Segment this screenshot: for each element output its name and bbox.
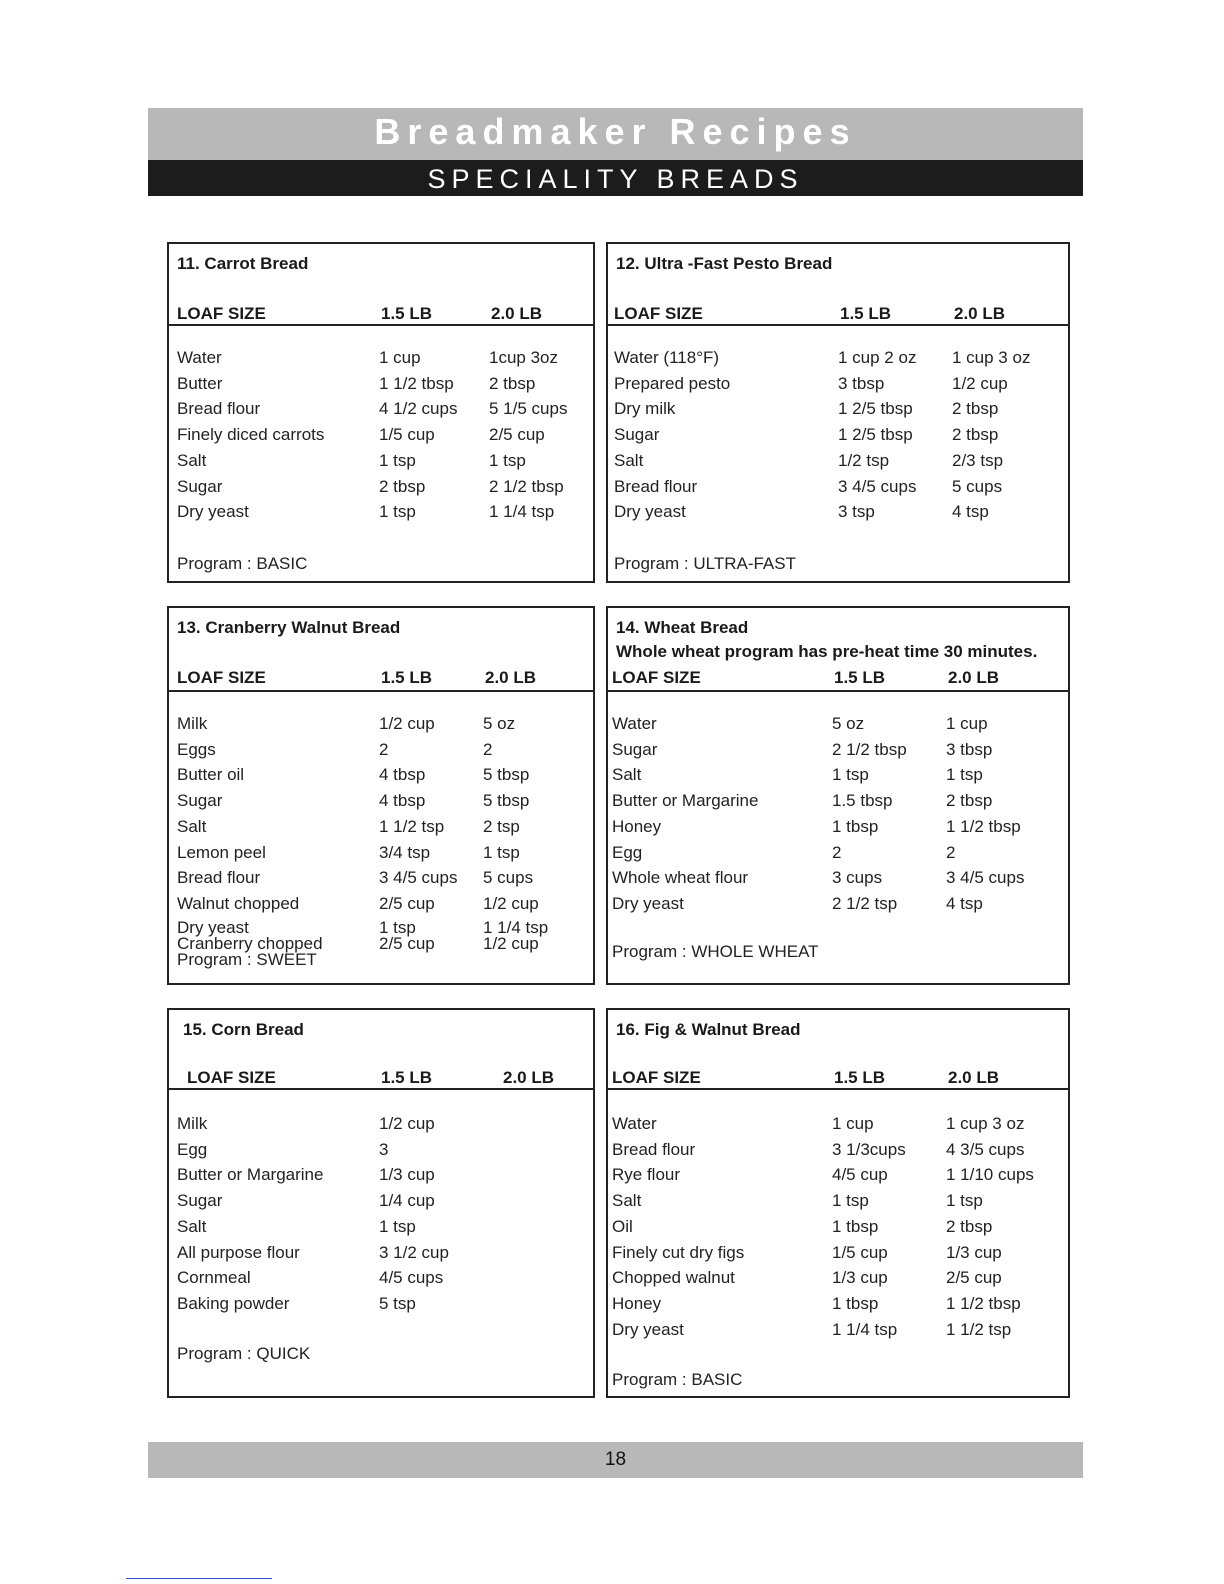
ingredient-name: Lemon peel xyxy=(177,842,266,862)
ingredient-name: Bread flour xyxy=(614,476,698,496)
ingredient-row xyxy=(608,244,1068,581)
amount-2-0lb: 4 tsp xyxy=(952,502,989,522)
column-header-2-0lb: 2.0 LB xyxy=(485,668,537,687)
ingredient-name: Sugar xyxy=(177,476,223,496)
program-setting: Program : SWEET xyxy=(177,949,317,969)
ingredient-name: Milk xyxy=(177,714,208,733)
amount-1-5lb: 4/5 cup xyxy=(832,1165,888,1185)
recipe-card xyxy=(167,1008,595,1398)
recipe-title: 11. Carrot Bread xyxy=(177,254,309,273)
amount-1-5lb: 1/3 cup xyxy=(832,1268,888,1288)
column-header-1-5lb: 1.5 LB xyxy=(381,1068,433,1087)
amount-1-5lb: 1 tbsp xyxy=(832,1216,879,1236)
ingredient-name: Chopped walnut xyxy=(612,1268,735,1288)
ingredient-name: Rye flour xyxy=(612,1165,681,1185)
column-header-1-5lb: 1.5 LB xyxy=(834,668,886,687)
ingredient-name: Salt xyxy=(612,1191,642,1211)
amount-1-5lb: 4 tbsp xyxy=(379,765,426,785)
column-header-1-5lb: 1.5 LB xyxy=(840,304,892,323)
ingredient-name: Eggs xyxy=(177,739,216,759)
ingredient-row xyxy=(169,244,593,581)
ingredient-name: Butter or Margarine xyxy=(177,1165,324,1185)
amount-2-0lb: 2 tbsp xyxy=(946,791,993,811)
amount-1-5lb: 3 xyxy=(379,1139,389,1159)
amount-1-5lb: 5 oz xyxy=(832,714,865,733)
ingredient-row xyxy=(169,608,593,983)
amount-1-5lb: 1 1/2 tbsp xyxy=(379,373,454,393)
ingredient-name: Whole wheat flour xyxy=(612,868,749,888)
ingredient-name: Egg xyxy=(612,842,643,862)
ingredient-name: Water xyxy=(612,714,657,733)
amount-1-5lb: 1 cup 2 oz xyxy=(838,348,917,367)
amount-1-5lb: 2 xyxy=(832,842,842,862)
amount-1-5lb: 1 1/2 tsp xyxy=(379,816,445,836)
ingredient-name: Salt xyxy=(612,765,642,785)
amount-1-5lb: 2 tbsp xyxy=(379,476,426,496)
ingredient-row xyxy=(608,608,1068,983)
amount-1-5lb: 1 cup xyxy=(379,348,421,367)
recipe-title: 16. Fig & Walnut Bread xyxy=(616,1020,801,1039)
ingredient-name: Sugar xyxy=(612,739,658,759)
amount-1-5lb: 2 1/2 tbsp xyxy=(832,739,907,759)
amount-1-5lb: 1 tsp xyxy=(379,917,416,937)
ingredient-name: Sugar xyxy=(177,1191,223,1211)
amount-2-0lb: 1/2 cup xyxy=(483,933,539,953)
ingredient-name: Dry yeast xyxy=(614,502,686,522)
amount-2-0lb: 1 tsp xyxy=(946,765,983,785)
footer-band xyxy=(148,1442,1083,1478)
ingredient-name: Butter oil xyxy=(177,765,245,785)
amount-2-0lb: 5 cups xyxy=(952,476,1003,496)
amount-2-0lb: 1cup 3oz xyxy=(489,348,558,367)
ingredient-name: Dry yeast xyxy=(177,917,249,937)
ingredient-name: Salt xyxy=(177,1216,207,1236)
ingredient-name: Oil xyxy=(612,1216,633,1236)
amount-1-5lb: 4 1/2 cups xyxy=(379,399,458,419)
loaf-size-header: LOAF SIZE xyxy=(187,1068,276,1087)
ingredient-name: Butter xyxy=(177,373,223,393)
recipe-card xyxy=(606,606,1070,985)
amount-1-5lb: 4 tbsp xyxy=(379,791,426,811)
amount-1-5lb: 3 1/3cups xyxy=(832,1139,906,1159)
column-header-1-5lb: 1.5 LB xyxy=(381,304,433,323)
ingredient-name: Sugar xyxy=(614,425,660,445)
ingredient-name: Bread flour xyxy=(612,1139,696,1159)
recipe-title: 12. Ultra -Fast Pesto Bread xyxy=(616,254,833,273)
amount-1-5lb: 4/5 cups xyxy=(379,1268,444,1288)
ingredient-name: Dry yeast xyxy=(612,1319,684,1339)
ingredient-name: Salt xyxy=(614,450,644,470)
program-setting: Program : ULTRA-FAST xyxy=(614,554,796,573)
amount-2-0lb: 4 tsp xyxy=(946,893,983,913)
amount-2-0lb: 1 cup 3 oz xyxy=(952,348,1031,367)
amount-2-0lb: 1/3 cup xyxy=(946,1242,1002,1262)
ingredient-name: Butter or Margarine xyxy=(612,791,759,811)
loaf-size-header: LOAF SIZE xyxy=(177,304,266,323)
column-header-1-5lb: 1.5 LB xyxy=(381,668,433,687)
amount-2-0lb: 1 cup 3 oz xyxy=(946,1114,1025,1133)
ingredient-name: Water (118°F) xyxy=(614,348,720,367)
amount-1-5lb: 3 tbsp xyxy=(838,373,885,393)
amount-2-0lb: 3 tbsp xyxy=(946,739,993,759)
amount-2-0lb: 1 1/10 cups xyxy=(946,1165,1034,1185)
loaf-size-header: LOAF SIZE xyxy=(612,668,701,687)
ingredient-name: Egg xyxy=(177,1139,208,1159)
amount-1-5lb: 3 cups xyxy=(832,868,883,888)
amount-2-0lb: 1 cup xyxy=(946,714,988,733)
amount-2-0lb: 2/5 cup xyxy=(489,425,545,445)
recipe-title: 15. Corn Bread xyxy=(183,1020,304,1039)
column-header-2-0lb: 2.0 LB xyxy=(491,304,543,323)
ingredient-name: Dry yeast xyxy=(612,893,684,913)
ingredient-name: Dry yeast xyxy=(177,502,249,522)
amount-1-5lb: 1/2 cup xyxy=(379,1114,435,1133)
amount-2-0lb: 2 tbsp xyxy=(952,425,999,445)
amount-2-0lb: 2 tsp xyxy=(483,816,520,836)
recipe-title: 14. Wheat Bread xyxy=(616,618,749,637)
amount-2-0lb: 2 tbsp xyxy=(946,1216,993,1236)
ingredient-row xyxy=(169,1010,593,1396)
amount-2-0lb: 1/2 cup xyxy=(483,893,539,913)
program-setting: Program : WHOLE WHEAT xyxy=(612,942,819,961)
ingredient-name: Milk xyxy=(177,1114,208,1133)
column-header-2-0lb: 2.0 LB xyxy=(948,668,1000,687)
amount-2-0lb: 3 4/5 cups xyxy=(946,868,1025,888)
recipe-card xyxy=(167,606,595,985)
amount-2-0lb: 4 3/5 cups xyxy=(946,1139,1025,1159)
ingredient-row xyxy=(608,1010,1068,1396)
ingredient-name: All purpose flour xyxy=(177,1242,300,1262)
amount-2-0lb: 2/3 tsp xyxy=(952,450,1004,470)
amount-2-0lb: 1 1/4 tsp xyxy=(489,502,555,522)
ingredient-name: Bread flour xyxy=(177,399,261,419)
amount-1-5lb: 2/5 cup xyxy=(379,933,435,953)
ingredient-name: Finely diced carrots xyxy=(177,425,325,445)
recipe-card xyxy=(606,242,1070,583)
amount-1-5lb: 3 4/5 cups xyxy=(838,476,917,496)
amount-2-0lb: 2 xyxy=(483,739,493,759)
amount-1-5lb: 1/5 cup xyxy=(832,1242,888,1262)
amount-2-0lb: 1 1/2 tbsp xyxy=(946,816,1021,836)
amount-2-0lb: 2 xyxy=(946,842,956,862)
column-header-2-0lb: 2.0 LB xyxy=(503,1068,555,1087)
amount-1-5lb: 2 xyxy=(379,739,389,759)
amount-2-0lb: 2 tbsp xyxy=(489,373,536,393)
amount-1-5lb: 5 tsp xyxy=(379,1293,416,1313)
amount-2-0lb: 1/2 cup xyxy=(952,373,1008,393)
program-setting: Program : QUICK xyxy=(177,1344,311,1363)
ingredient-name: Cornmeal xyxy=(177,1268,251,1288)
loaf-size-header: LOAF SIZE xyxy=(614,304,703,323)
amount-2-0lb: 2 tbsp xyxy=(952,399,999,419)
loaf-size-header: LOAF SIZE xyxy=(612,1068,701,1087)
ingredient-name: Cranberry chopped xyxy=(177,933,323,953)
ingredient-name: Salt xyxy=(177,450,207,470)
column-header-1-5lb: 1.5 LB xyxy=(834,1068,886,1087)
amount-1-5lb: 1 tsp xyxy=(379,1216,416,1236)
ingredient-name: Walnut chopped xyxy=(177,893,300,913)
title-band xyxy=(148,108,1083,160)
ingredient-name: Water xyxy=(612,1114,657,1133)
amount-1-5lb: 2 1/2 tsp xyxy=(832,893,898,913)
amount-1-5lb: 3/4 tsp xyxy=(379,842,431,862)
amount-2-0lb: 2 1/2 tbsp xyxy=(489,476,564,496)
amount-2-0lb: 5 tbsp xyxy=(483,765,530,785)
amount-1-5lb: 1/2 tsp xyxy=(838,450,890,470)
amount-1-5lb: 1 tbsp xyxy=(832,816,879,836)
subtitle-band xyxy=(148,160,1083,196)
ingredient-name: Finely cut dry figs xyxy=(612,1242,745,1262)
amount-1-5lb: 3 1/2 cup xyxy=(379,1242,449,1262)
amount-1-5lb: 1/4 cup xyxy=(379,1191,435,1211)
loaf-size-header: LOAF SIZE xyxy=(177,668,266,687)
recipe-card xyxy=(606,1008,1070,1398)
amount-1-5lb: 2/5 cup xyxy=(379,893,435,913)
amount-2-0lb: 1 1/2 tbsp xyxy=(946,1293,1021,1313)
ingredient-name: Bread flour xyxy=(177,868,261,888)
amount-1-5lb: 1 1/4 tsp xyxy=(832,1319,898,1339)
amount-1-5lb: 1.5 tbsp xyxy=(832,791,893,811)
amount-2-0lb: 5 tbsp xyxy=(483,791,530,811)
amount-1-5lb: 1 cup xyxy=(832,1114,874,1133)
amount-1-5lb: 1/2 cup xyxy=(379,714,435,733)
page-title: Breadmaker Recipes xyxy=(374,111,857,152)
section-title: SPECIALITY BREADS xyxy=(427,164,804,194)
program-setting: Program : BASIC xyxy=(612,1370,743,1389)
amount-2-0lb: 1 1/4 tsp xyxy=(483,917,549,937)
recipe-title: 13. Cranberry Walnut Bread xyxy=(177,618,401,637)
column-header-2-0lb: 2.0 LB xyxy=(948,1068,1000,1087)
amount-1-5lb: 3 tsp xyxy=(838,502,875,522)
amount-2-0lb: 5 1/5 cups xyxy=(489,399,568,419)
ingredient-name: Dry milk xyxy=(614,399,676,419)
amount-2-0lb: 1 tsp xyxy=(946,1191,983,1211)
amount-1-5lb: 1 tsp xyxy=(379,450,416,470)
ingredient-name: Prepared pesto xyxy=(614,373,731,393)
amount-1-5lb: 1 2/5 tbsp xyxy=(838,399,913,419)
program-setting: Program : BASIC xyxy=(177,554,308,573)
page-number: 18 xyxy=(604,1449,627,1470)
amount-1-5lb: 1 tsp xyxy=(832,765,869,785)
amount-2-0lb: 2/5 cup xyxy=(946,1268,1002,1288)
amount-1-5lb: 1 tbsp xyxy=(832,1293,879,1313)
amount-1-5lb: 3 4/5 cups xyxy=(379,868,458,888)
amount-1-5lb: 1/3 cup xyxy=(379,1165,435,1185)
amount-1-5lb: 1/5 cup xyxy=(379,425,435,445)
amount-2-0lb: 1 tsp xyxy=(489,450,526,470)
footer-rule xyxy=(126,1578,272,1579)
ingredient-name: Water xyxy=(177,348,222,367)
amount-1-5lb: 1 tsp xyxy=(832,1191,869,1211)
amount-1-5lb: 1 tsp xyxy=(379,502,416,522)
recipe-note: Whole wheat program has pre-heat time 30 minutes. xyxy=(616,642,1038,661)
ingredient-name: Sugar xyxy=(177,791,223,811)
amount-2-0lb: 1 tsp xyxy=(483,842,520,862)
amount-2-0lb: 5 oz xyxy=(483,714,516,733)
recipe-card xyxy=(167,242,595,583)
ingredient-name: Baking powder xyxy=(177,1293,290,1313)
ingredient-name: Honey xyxy=(612,816,662,836)
amount-2-0lb: 5 cups xyxy=(483,868,534,888)
column-header-2-0lb: 2.0 LB xyxy=(954,304,1006,323)
amount-2-0lb: 1 1/2 tsp xyxy=(946,1319,1012,1339)
ingredient-name: Salt xyxy=(177,816,207,836)
amount-1-5lb: 1 2/5 tbsp xyxy=(838,425,913,445)
ingredient-name: Honey xyxy=(612,1293,662,1313)
